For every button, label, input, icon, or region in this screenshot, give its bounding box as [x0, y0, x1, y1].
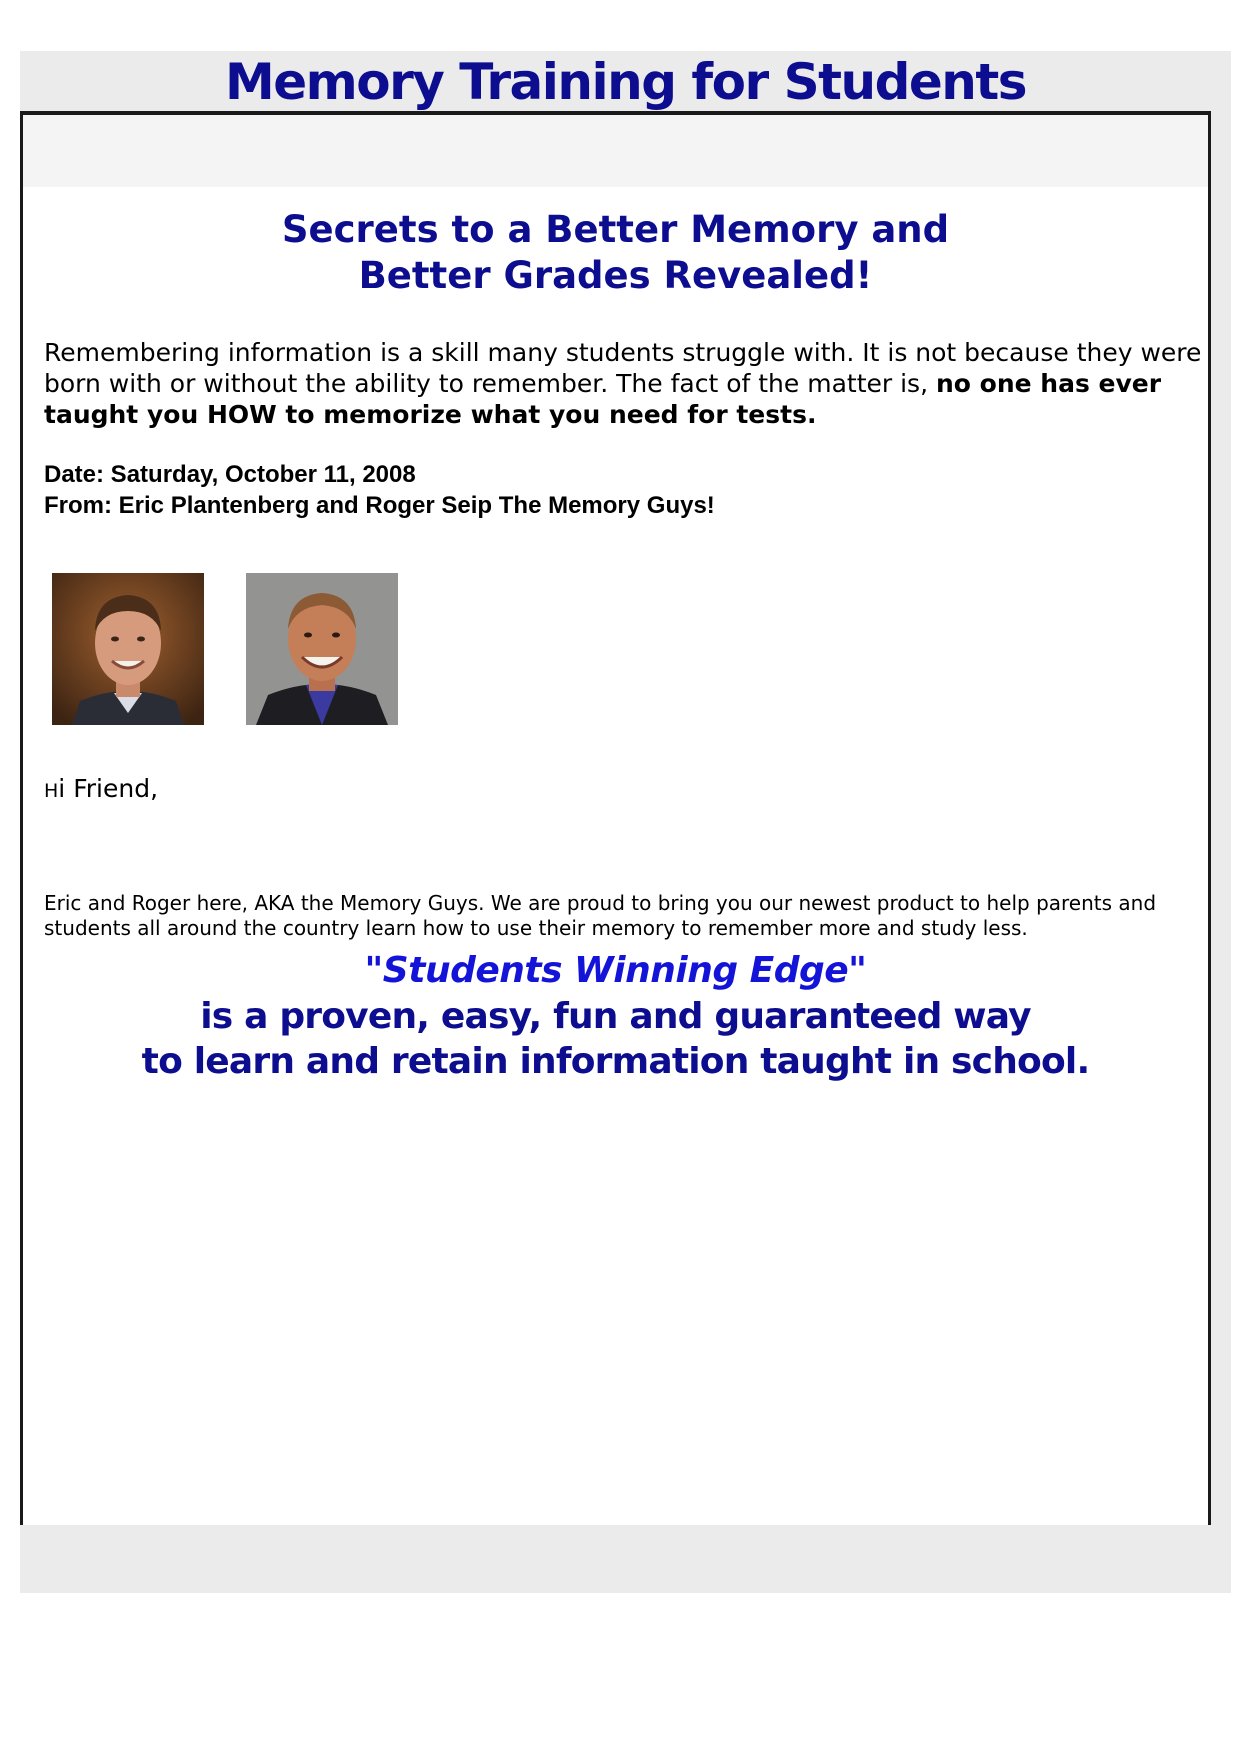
top-band — [23, 115, 1208, 187]
content-box — [20, 111, 1211, 1525]
headline — [23, 207, 1208, 299]
intro-text: Remembering information is a skill many students struggle with. It is not because they were born with or without the ability to remember. The fact of the matter is, — [44, 338, 1202, 398]
product-name: "Students Winning Edge" — [364, 950, 867, 991]
eric-portrait-image — [52, 573, 204, 725]
greeting-rest: i Friend, — [58, 774, 159, 803]
product-line-1: is a proven, easy, fun and guaranteed way — [200, 996, 1031, 1037]
letter-meta — [44, 459, 715, 521]
headline-line-1: Secrets to a Better Memory and — [281, 208, 950, 251]
intro-paragraph — [44, 337, 1204, 430]
from-line: From: Eric Plantenberg and Roger Seip The Memory Guys! — [44, 492, 715, 519]
site-title: Memory Training for Students — [224, 53, 1027, 111]
body-paragraph: Eric and Roger here, AKA the Memory Guys. We are proud to bring you our newest product to help parents and students all around the country learn how to use their memory to remember more and study less. — [44, 891, 1157, 940]
page-frame — [20, 51, 1231, 1593]
eric-photo — [52, 573, 204, 725]
intro-bold-text: no one has ever taught you HOW to memorize what you need for tests. — [44, 369, 1162, 429]
headline-line-2: Better Grades Revealed! — [358, 254, 873, 297]
roger-photo — [246, 573, 398, 725]
greeting — [44, 773, 158, 807]
roger-portrait-image — [246, 573, 398, 725]
product-line-2: to learn and retain information taught in school. — [141, 1041, 1090, 1082]
date-line: Date: Saturday, October 11, 2008 — [44, 461, 416, 488]
product-description — [23, 994, 1208, 1084]
greeting-initial: H — [44, 780, 59, 802]
